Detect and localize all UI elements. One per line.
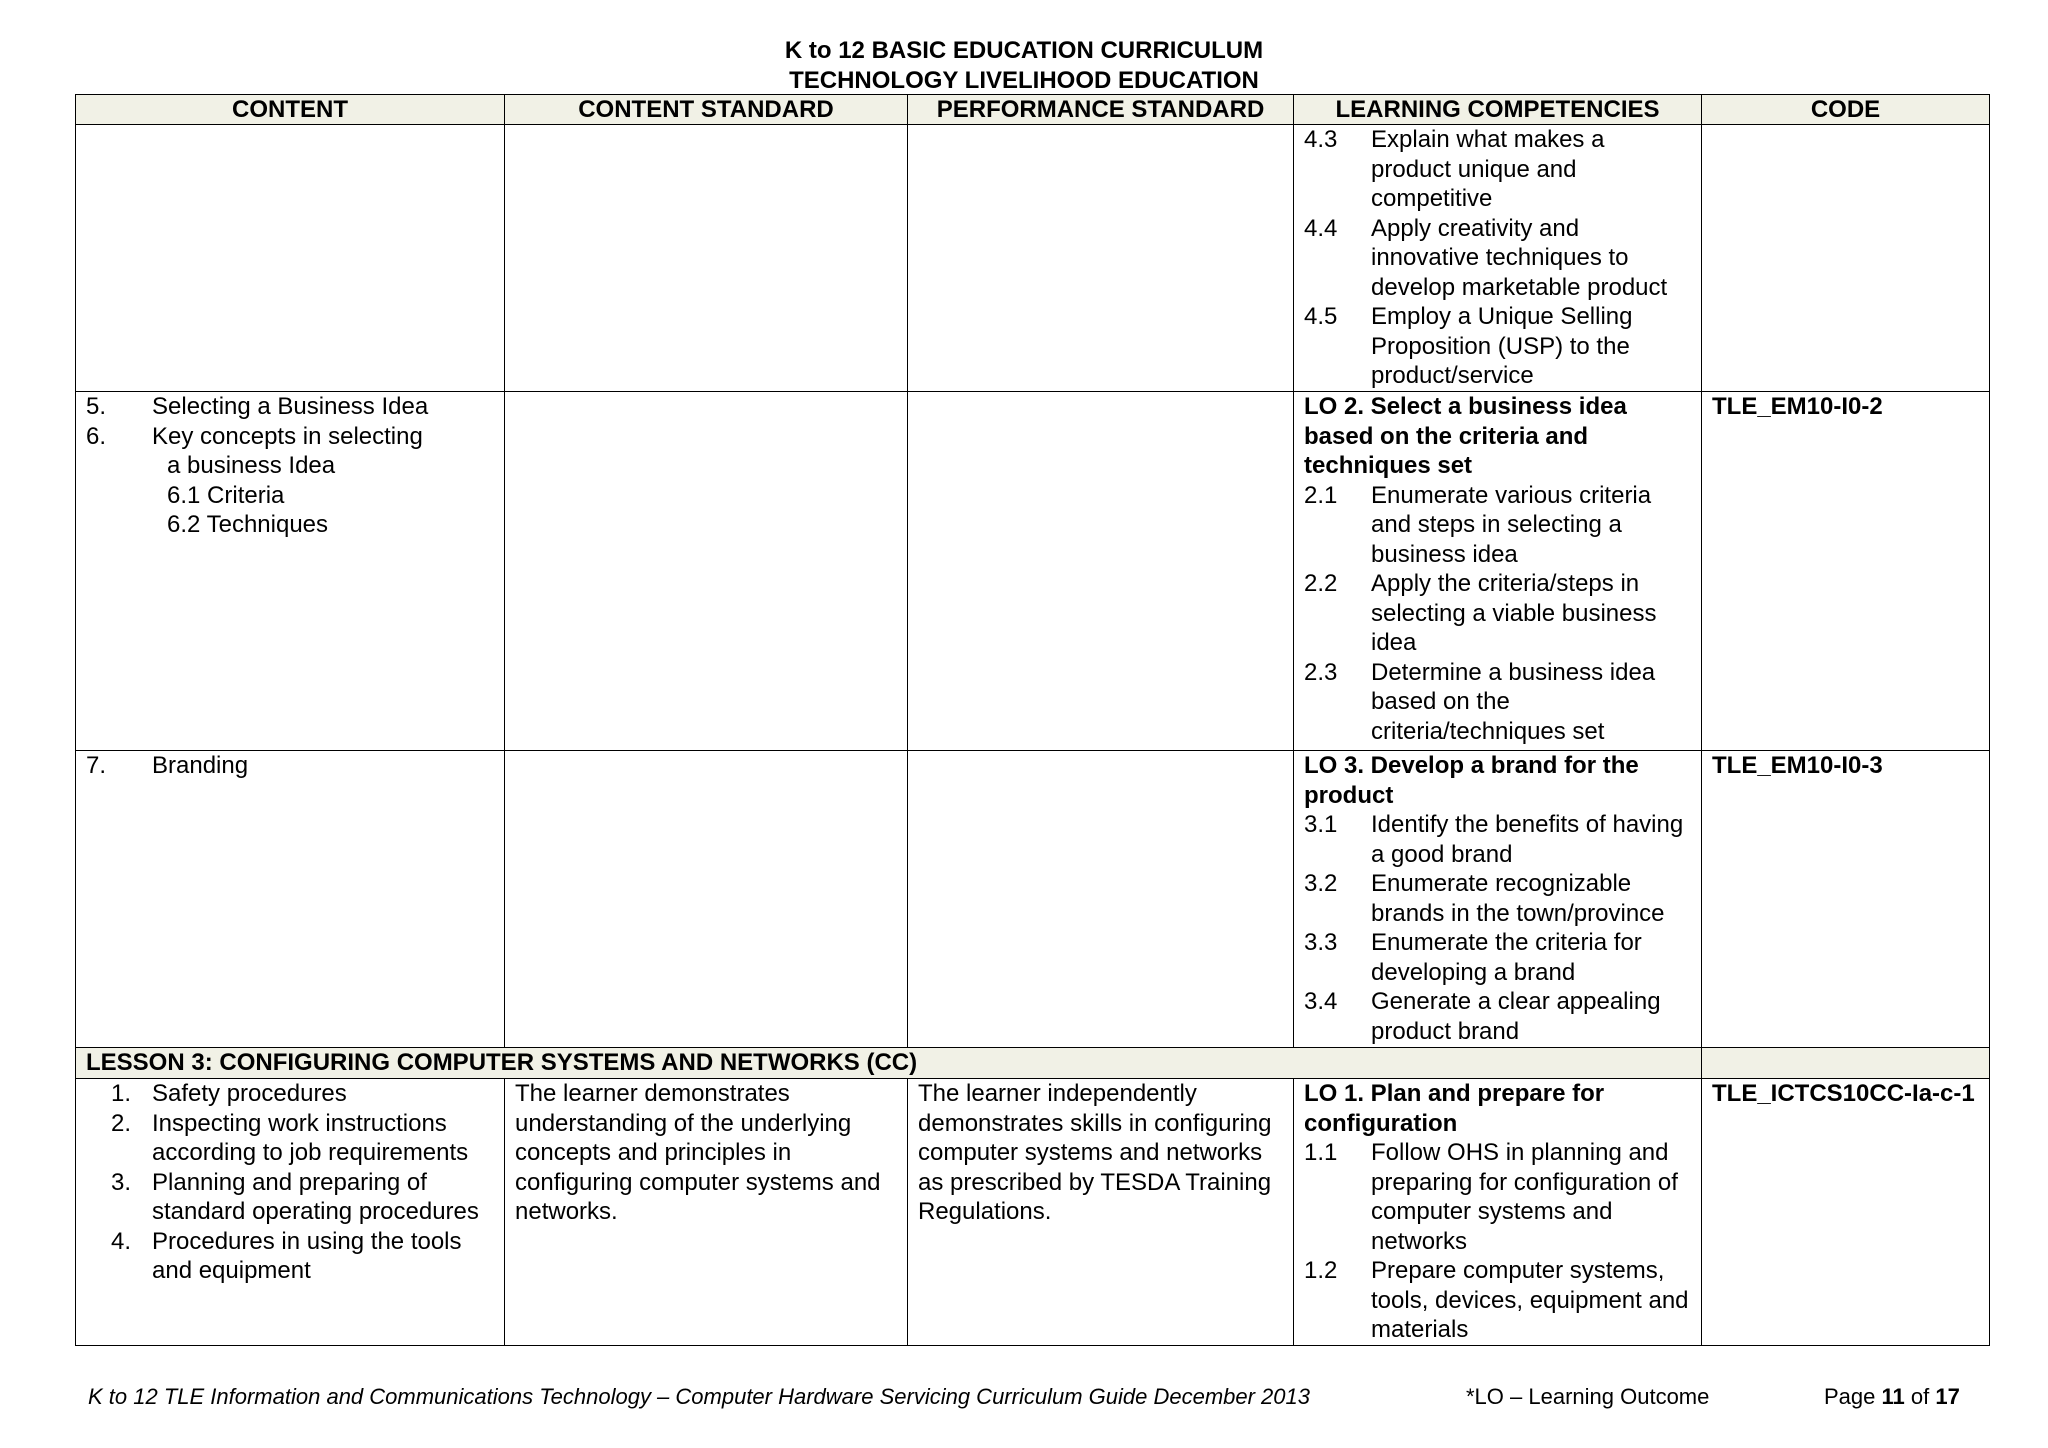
- content-item: 5. Selecting a Business Idea: [86, 393, 429, 420]
- competency-item: 4.3 Explain what makes a product unique and competitive: [1304, 126, 1605, 212]
- curriculum-title: K to 12 BASIC EDUCATION CURRICULUM: [784, 37, 1264, 64]
- col-header-learning-competencies: LEARNING COMPETENCIES: [1294, 95, 1702, 125]
- table-row: [76, 751, 1990, 1048]
- content-cell: [76, 751, 505, 1048]
- col-header-content: CONTENT: [76, 95, 505, 125]
- lesson-row: [76, 1048, 1990, 1079]
- competency-item: 2.3 Determine a business idea based on the criteria/techniques set: [1304, 658, 1656, 745]
- subject-title: TECHNOLOGY LIVELIHOOD EDUCATION: [789, 67, 1259, 94]
- learning-outcome: LO 2. Select a business idea based on the criteria and techniques set: [1304, 393, 1627, 479]
- competency-item: 1.1 Follow OHS in planning and preparing for configuration of computer systems and networks: [1304, 1139, 1678, 1255]
- competency-item: 4.5 Employ a Unique Selling Proposition (USP) to the product/service: [1304, 303, 1633, 389]
- learning-outcome: LO 3. Develop a brand for the product: [1304, 752, 1639, 809]
- competency-item: 3.1 Identify the benefits of having a good brand: [1304, 811, 1684, 868]
- col-header-code: CODE: [1702, 95, 1990, 125]
- content-item: 1. Safety procedures: [110, 1080, 347, 1107]
- content-standard-cell: [505, 392, 908, 751]
- content-standard-text: The learner demonstrates understanding of the underlying concepts and principles in configuring computer systems and networks.: [515, 1080, 881, 1225]
- performance-standard-cell: [908, 751, 1294, 1048]
- performance-standard-cell: [908, 1079, 1294, 1346]
- curriculum-table: [75, 94, 1990, 1346]
- content-standard-cell: [505, 1079, 908, 1346]
- performance-standard-cell: [908, 125, 1294, 392]
- lesson-title: LESSON 3: CONFIGURING COMPUTER SYSTEMS AND NETWORKS (CC): [76, 1048, 1702, 1079]
- footer-lo-note: *LO – Learning Outcome: [1466, 1384, 1710, 1409]
- performance-standard-text: The learner independently demonstrates skills in configuring computer systems and networks as prescribed by TESDA Training Regulations.: [918, 1080, 1272, 1225]
- footer-guide-title: K to 12 TLE Information and Communications Technology – Computer Hardware Servicing Curriculum Guide December 2013: [88, 1384, 1310, 1409]
- competency-item: 3.4 Generate a clear appealing product brand: [1304, 988, 1661, 1045]
- content-item: 4. Procedures in using the tools and equipment: [110, 1227, 462, 1284]
- performance-standard-cell: [908, 392, 1294, 751]
- content-subitem: 6.1 Criteria: [167, 481, 285, 509]
- code-cell: TLE_ICTCS10CC-Ia-c-1: [1702, 1079, 1990, 1346]
- col-header-content-standard: CONTENT STANDARD: [505, 95, 908, 125]
- col-header-performance-standard: PERFORMANCE STANDARD: [908, 95, 1294, 125]
- competency-item: 2.1 Enumerate various criteria and steps in selecting a business idea: [1304, 481, 1652, 568]
- code-cell: [1702, 125, 1990, 392]
- content-item: 3. Planning and preparing of standard operating procedures: [110, 1168, 479, 1225]
- table-row: [76, 125, 1990, 392]
- table-row: [76, 392, 1990, 751]
- lesson-code-cell: [1702, 1048, 1990, 1079]
- table-header-row: [76, 95, 1990, 125]
- code-cell: TLE_EM10-I0-3: [1702, 751, 1990, 1048]
- competency-item: 3.2 Enumerate recognizable brands in the town/province: [1304, 870, 1665, 927]
- content-subitem: a business Idea: [167, 452, 336, 479]
- content-cell: [76, 392, 505, 751]
- competency-item: 4.4 Apply creativity and innovative techniques to develop marketable product: [1304, 214, 1668, 301]
- footer-page-number: Page 11 of 17: [1824, 1384, 1960, 1409]
- competencies-cell: [1294, 1079, 1702, 1346]
- content-standard-cell: [505, 751, 908, 1048]
- competencies-cell: [1294, 392, 1702, 751]
- competency-item: 1.2 Prepare computer systems, tools, devices, equipment and materials: [1304, 1257, 1689, 1343]
- content-item: 2. Inspecting work instructions according to job requirements: [110, 1109, 469, 1166]
- learning-outcome: LO 1. Plan and prepare for configuration: [1304, 1080, 1605, 1137]
- content-standard-cell: [505, 125, 908, 392]
- competencies-cell: [1294, 751, 1702, 1048]
- competency-item: 2.2 Apply the criteria/steps in selecting a viable business idea: [1304, 570, 1657, 656]
- competency-item: 3.3 Enumerate the criteria for developing a brand: [1304, 929, 1642, 986]
- content-cell: [76, 1079, 505, 1346]
- competencies-cell: [1294, 125, 1702, 392]
- code-cell: TLE_EM10-I0-2: [1702, 392, 1990, 751]
- content-subitem: 6.2 Techniques: [167, 511, 329, 538]
- content-cell: [76, 125, 505, 392]
- content-item: 7. Branding: [86, 752, 249, 779]
- table-row: [76, 1079, 1990, 1346]
- content-item: 6. Key concepts in selecting: [86, 422, 423, 450]
